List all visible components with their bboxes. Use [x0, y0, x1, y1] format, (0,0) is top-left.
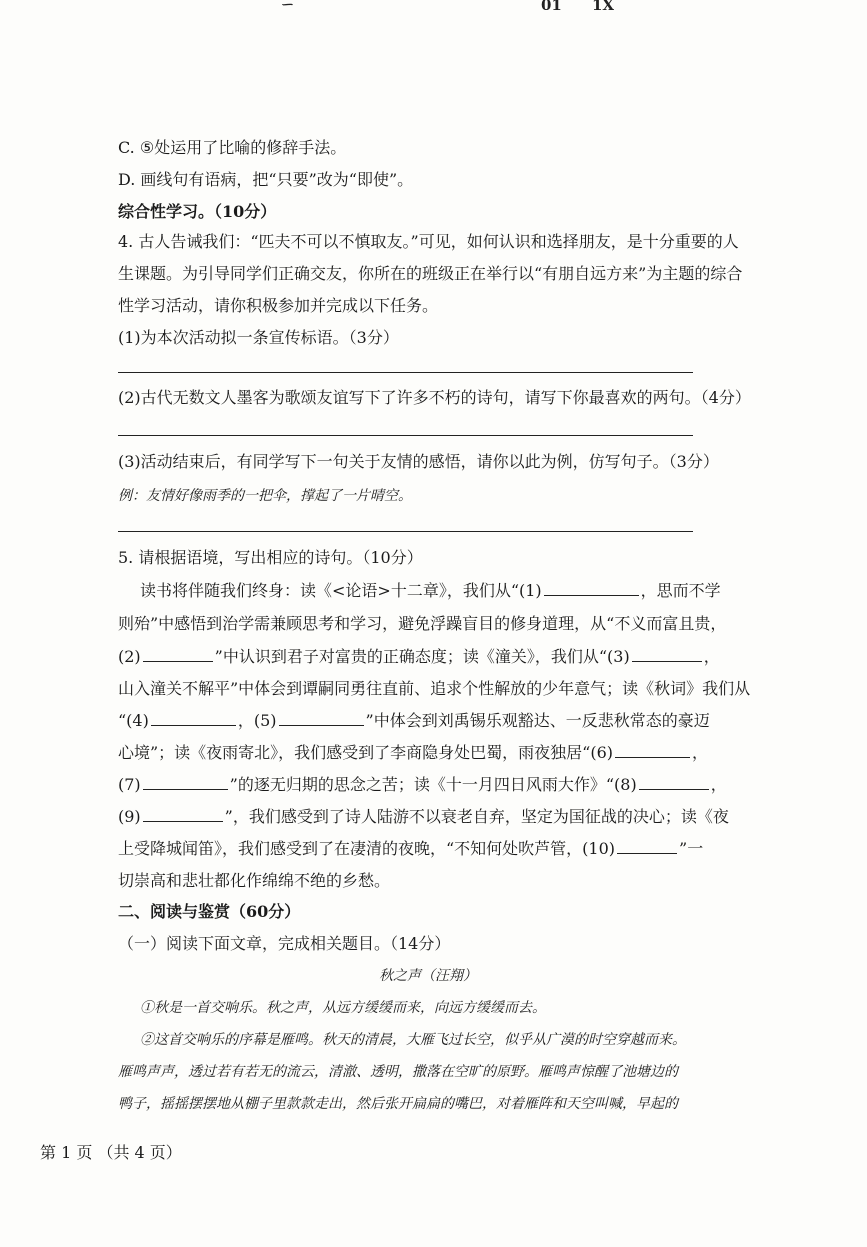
q5-text-f1: 心境”；读《夜雨寄北》，我们感受到了李商隐身处巴蜀，雨夜独居“(6) [118, 743, 614, 762]
q5-row-g [118, 775, 738, 795]
q4-line-3: 性学习活动，请你积极参加并完成以下任务。 [118, 296, 439, 315]
q4-line-1: 4. 古人告诫我们：“匹夫不可以不慎取友。”可见，如何认识和选择朋友，是十分重要的人 [118, 232, 739, 251]
article-paragraph-2-line-3: 鸭子，摇摇摆摆地从棚子里款款走出，然后张开扁扁的嘴巴，对着雁阵和天空叫喊，早起的 [118, 1096, 678, 1112]
q5-text-e2: ，(5) [237, 711, 277, 730]
q5-row-b: 则殆”中感悟到治学需兼顾思考和学习，避免浮躁盲目的修身道理，从“不义而富且贵， [118, 614, 727, 633]
q5-text-c1: (2) [118, 647, 141, 666]
part-two-subtitle: （一）阅读下面文章，完成相关题目。（14分） [118, 934, 451, 953]
blank-6[interactable] [615, 743, 690, 758]
q4-example: 例：友情好像雨季的一把伞，撑起了一片晴空。 [118, 488, 412, 504]
header-fragment-left: ㄧ [280, 0, 296, 14]
q5-text-c3: ， [703, 647, 720, 666]
header-fragment-right: 1X [592, 0, 615, 14]
article-title: 秋之声（汪翔） [379, 968, 477, 984]
q5-text-a2: ，思而不学 [640, 581, 721, 600]
section-title: 综合性学习。（10分） [118, 202, 277, 221]
blank-3[interactable] [632, 647, 702, 662]
blank-2[interactable] [143, 647, 213, 662]
q5-text-e1: “(4) [118, 711, 149, 730]
q5-row-a [140, 581, 740, 601]
article-paragraph-2-line-1: ②这首交响乐的序幕是雁鸣。秋天的清晨，大雁飞过长空，似乎从广漠的时空穿越而来。 [140, 1032, 686, 1048]
blank-7[interactable] [143, 775, 228, 790]
q5-text-e3: ”中体会到刘禹锡乐观豁达、一反悲秋常态的豪迈 [365, 711, 710, 730]
q5-text-g3: ， [710, 775, 727, 794]
q5-text-i1: 上受降城闻笛》，我们感受到了在凄清的夜晚，“不知何处吹芦管，(10) [118, 839, 616, 858]
q4-line-2: 生课题。为引导同学们正确交友，你所在的班级正在举行以“有朋自远方来”为主题的综合 [118, 264, 743, 283]
blank-1[interactable] [544, 581, 639, 596]
blank-4[interactable] [151, 711, 236, 726]
article-paragraph-2-line-2: 雁鸣声声，透过若有若无的流云，清澈、透明，撒落在空旷的原野。雁鸣声惊醒了池塘边的 [118, 1064, 678, 1080]
q5-row-d: 山入潼关不解平”中体会到谭嗣同勇往直前、追求个性解放的少年意气；读《秋词》我们从 [118, 679, 751, 698]
q5-row-j: 切崇高和悲壮都化作绵绵不绝的乡愁。 [118, 871, 391, 890]
blank-10[interactable] [617, 839, 677, 854]
q5-text-a1: 读书将伴随我们终身：读《<论语>十二章》，我们从“(1) [140, 581, 542, 600]
part-two-title: 二、阅读与鉴赏（60分） [118, 902, 301, 921]
q5-text-f2: ， [692, 743, 709, 762]
q5-text-c2: ”中认识到君子对富贵的正确态度；读《潼关》，我们从“(3) [214, 647, 630, 666]
q5-text-g1: (7) [118, 775, 141, 794]
article-paragraph-1: ①秋是一首交响乐。秋之声，从远方缓缓而来，向远方缓缓而去。 [140, 1000, 546, 1016]
q5-row-h [118, 807, 738, 827]
option-d: D. 画线句有语病，把“只要”改为“即使”。 [118, 170, 414, 189]
answer-line-3[interactable] [118, 531, 693, 532]
q5-text-h1: (9) [118, 807, 141, 826]
q5-row-i [118, 839, 738, 859]
q5-row-c [118, 647, 738, 667]
page-footer: 第 1 页 （共 4 页） [40, 1143, 182, 1162]
q5-title: 5. 请根据语境，写出相应的诗句。（10分） [118, 548, 423, 567]
answer-line-1[interactable] [118, 372, 693, 373]
answer-line-2[interactable] [118, 435, 693, 436]
q5-text-i2: ”一 [679, 839, 704, 858]
q4-item-2: (2)古代无数文人墨客为歌颂友谊写下了许多不朽的诗句，请写下你最喜欢的两句。（4分） [118, 388, 751, 407]
q5-row-f [118, 743, 738, 763]
q5-text-g2: ”的逐无归期的思念之苦；读《十一月四日风雨大作》“(8) [229, 775, 637, 794]
blank-5[interactable] [279, 711, 364, 726]
header-fragment-mid: 01 [541, 0, 562, 14]
blank-8[interactable] [639, 775, 709, 790]
blank-9[interactable] [143, 807, 223, 822]
q4-item-1: (1)为本次活动拟一条宣传标语。（3分） [118, 328, 399, 347]
q4-item-3: (3)活动结束后，有同学写下一句关于友情的感悟，请你以此为例，仿写句子。（3分） [118, 452, 719, 471]
q5-row-e [118, 711, 738, 731]
q5-text-h2: ”，我们感受到了诗人陆游不以衰老自弃，坚定为国征战的决心；读《夜 [224, 807, 729, 826]
option-c: C. ⑤处运用了比喻的修辞手法。 [118, 138, 347, 157]
